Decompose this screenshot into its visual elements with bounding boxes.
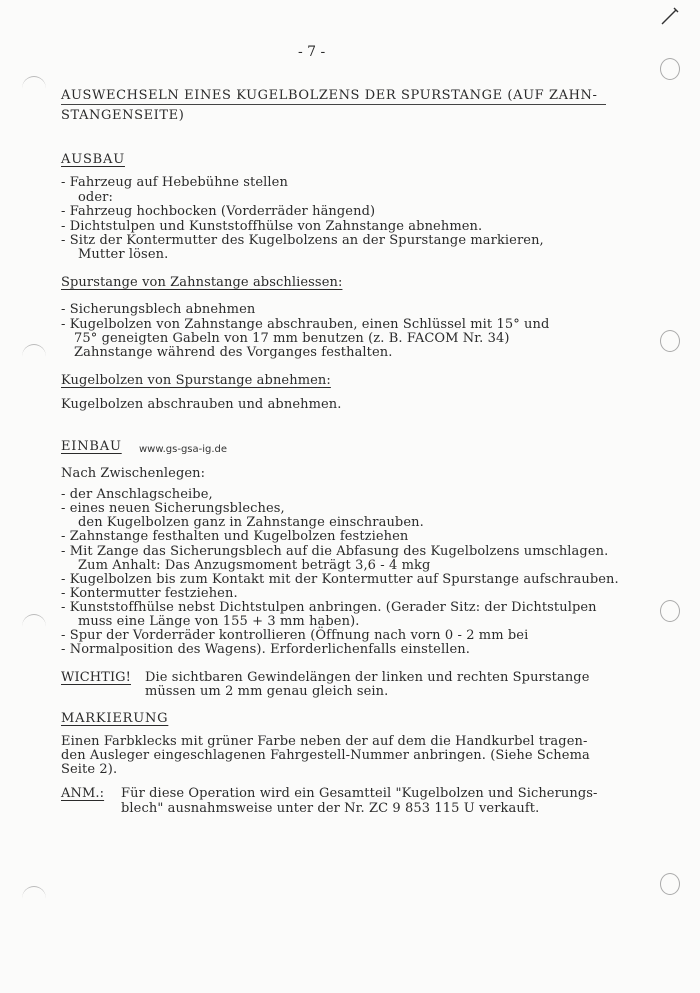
spurstange-heading: Spurstange von Zahnstange abschliessen: bbox=[61, 275, 343, 290]
website-watermark: www.gs-gsa-ig.de bbox=[139, 444, 228, 455]
wichtig-line-2: müssen um 2 mm genau gleich sein. bbox=[145, 684, 389, 699]
anm-line-2: blech" ausnahmsweise unter der Nr. ZC 9 853 115 U verkauft. bbox=[121, 801, 540, 816]
ausbau-line: - Fahrzeug auf Hebebühne stellen bbox=[61, 175, 288, 190]
binder-mark-icon bbox=[22, 614, 46, 639]
ausbau-line: Mutter lösen. bbox=[78, 247, 169, 262]
markierung-line: den Ausleger eingeschlagenen Fahrgestell-Nummer anbringen. (Siehe Schema bbox=[61, 748, 590, 763]
ausbau-heading: AUSBAU bbox=[61, 152, 125, 167]
einbau-line: muss eine Länge von 155 + 3 mm haben). bbox=[78, 614, 360, 629]
punch-hole-icon bbox=[660, 873, 680, 895]
einbau-line: - Zahnstange festhalten und Kugelbolzen festziehen bbox=[61, 529, 409, 544]
einbau-line: Zum Anhalt: Das Anzugsmoment beträgt 3,6 - 4 mkg bbox=[78, 558, 431, 573]
ausbau-line: - Dichtstulpen und Kunststoffhülse von Zahnstange abnehmen. bbox=[61, 219, 483, 234]
anm-label: ANM.: bbox=[61, 786, 105, 801]
kugelbolzen-heading: Kugelbolzen von Spurstange abnehmen: bbox=[61, 373, 331, 388]
ausbau-line: oder: bbox=[78, 190, 113, 205]
wichtig-line-1: Die sichtbaren Gewindelängen der linken und rechten Spurstange bbox=[145, 670, 590, 685]
ausbau-line: - Sitz der Kontermutter des Kugelbolzens an der Spurstange markieren, bbox=[61, 233, 544, 248]
title-line-2: STANGENSEITE) bbox=[61, 108, 185, 123]
binder-mark-icon bbox=[22, 76, 46, 101]
einbau-line: den Kugelbolzen ganz in Zahnstange einschrauben. bbox=[78, 515, 424, 530]
einbau-line: - Mit Zange das Sicherungsblech auf die Abfasung des Kugelbolzens umschlagen. bbox=[61, 544, 609, 559]
einbau-heading: EINBAU bbox=[61, 439, 122, 454]
spurstange-line: Zahnstange während des Vorganges festhalten. bbox=[74, 345, 393, 360]
kugelbolzen-line: Kugelbolzen abschrauben und abnehmen. bbox=[61, 397, 342, 412]
punch-hole-icon bbox=[660, 600, 680, 622]
einbau-line: - der Anschlagscheibe, bbox=[61, 487, 213, 502]
anm-line-1: Für diese Operation wird ein Gesamtteil "Kugelbolzen und Sicherungs- bbox=[121, 786, 598, 801]
markierung-line: Seite 2). bbox=[61, 762, 118, 777]
spurstange-line: - Sicherungsblech abnehmen bbox=[61, 302, 256, 317]
page-number: - 7 - bbox=[298, 44, 326, 60]
einbau-intro: Nach Zwischenlegen: bbox=[61, 466, 206, 481]
einbau-line: - Kugelbolzen bis zum Kontakt mit der Kontermutter auf Spurstange aufschrauben. bbox=[61, 572, 619, 587]
title-line-1: AUSWECHSELN EINES KUGELBOLZENS DER SPURSTANGE (AUF ZAHN- bbox=[61, 88, 598, 103]
ausbau-line: - Fahrzeug hochbocken (Vorderräder hängend) bbox=[61, 204, 376, 219]
einbau-line: - Normalposition des Wagens). Erforderlichenfalls einstellen. bbox=[61, 642, 470, 657]
wichtig-label: WICHTIG! bbox=[61, 670, 131, 685]
punch-hole-icon bbox=[660, 330, 680, 352]
spurstange-line: 75° geneigten Gabeln von 17 mm benutzen (z. B. FACOM Nr. 34) bbox=[74, 331, 510, 346]
markierung-line: Einen Farbklecks mit grüner Farbe neben der auf dem die Handkurbel tragen- bbox=[61, 734, 588, 749]
markierung-heading: MARKIERUNG bbox=[61, 711, 169, 726]
einbau-line: - Kontermutter festziehen. bbox=[61, 586, 238, 601]
spurstange-line: - Kugelbolzen von Zahnstange abschrauben, einen Schlüssel mit 15° und bbox=[61, 317, 550, 332]
binder-mark-icon bbox=[22, 886, 46, 911]
punch-hole-icon bbox=[660, 58, 680, 80]
einbau-line: - eines neuen Sicherungsbleches, bbox=[61, 501, 285, 516]
pen-mark-icon bbox=[660, 6, 680, 28]
einbau-line: - Kunststoffhülse nebst Dichtstulpen anbringen. (Gerader Sitz: der Dichtstulpen bbox=[61, 600, 597, 615]
title-underline bbox=[61, 104, 606, 105]
einbau-line: - Spur der Vorderräder kontrollieren (Öffnung nach vorn 0 - 2 mm bei bbox=[61, 628, 529, 643]
binder-mark-icon bbox=[22, 344, 46, 369]
